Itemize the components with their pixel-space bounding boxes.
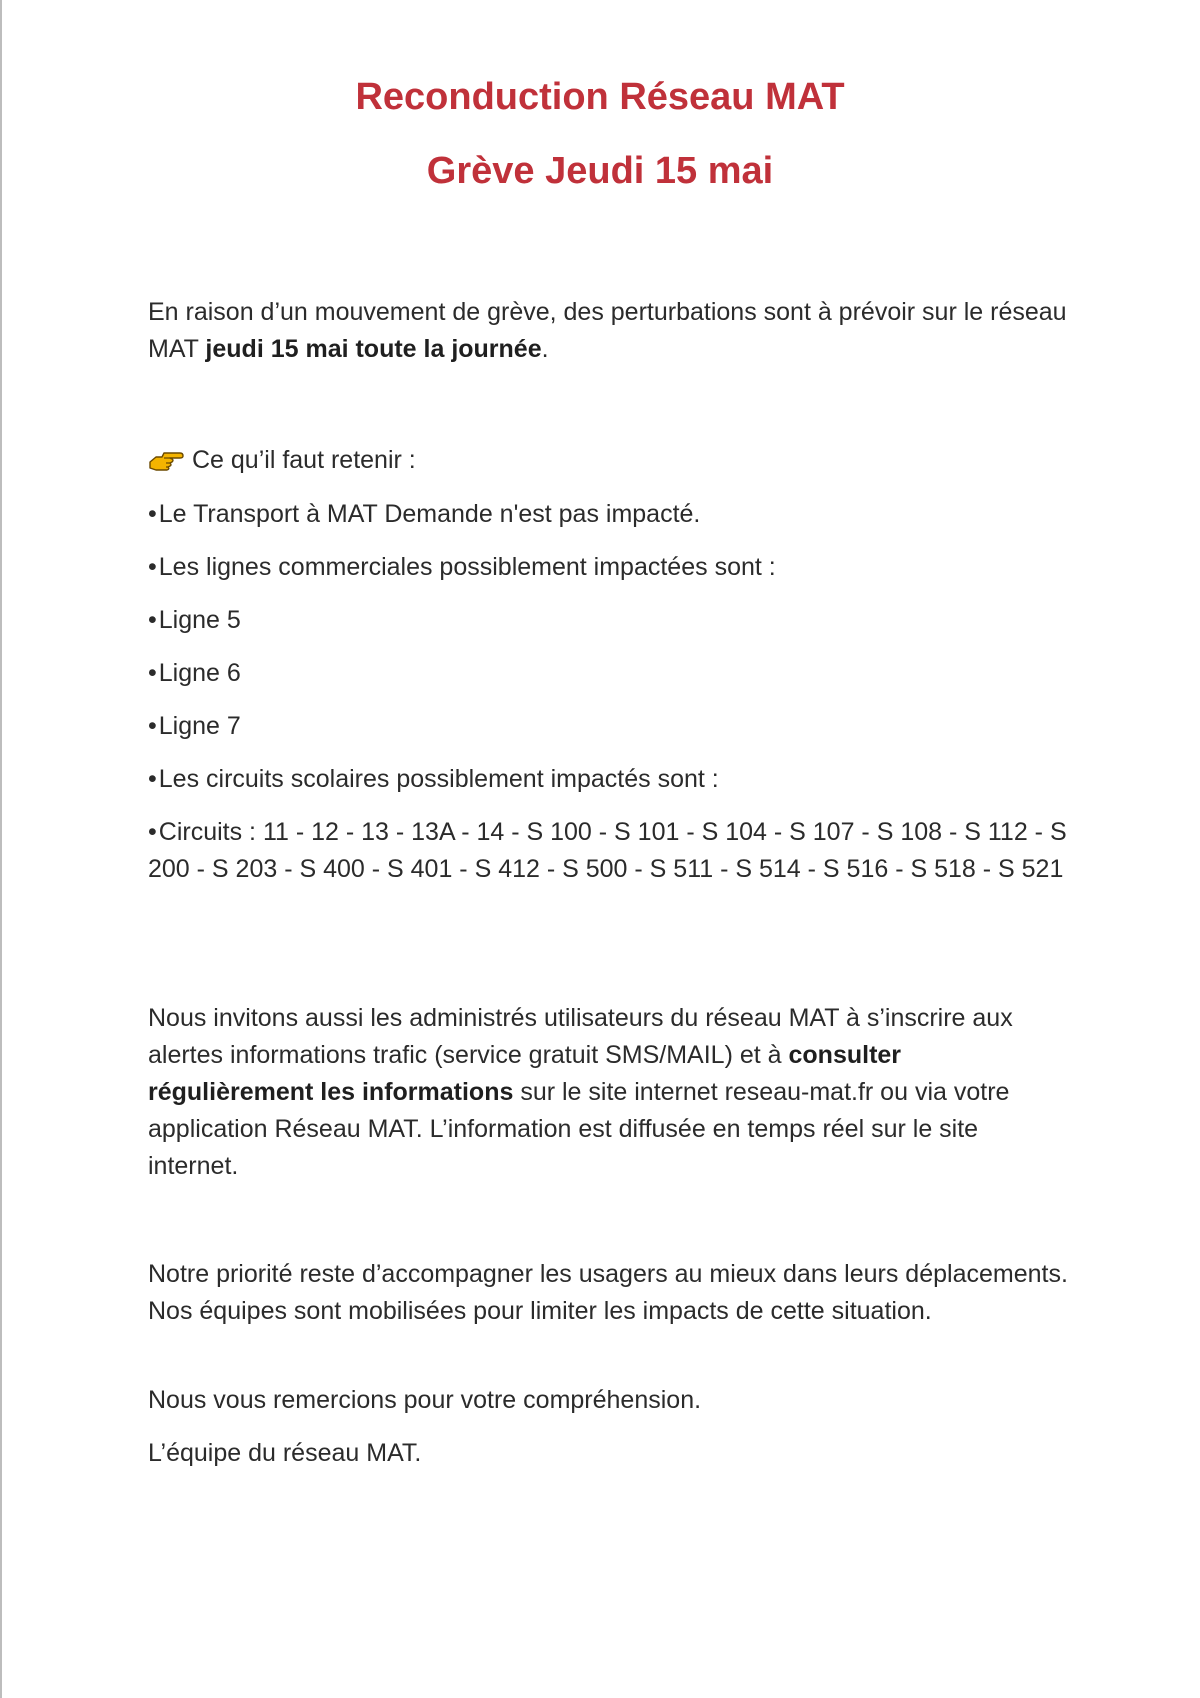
list-item: • Les lignes commerciales possiblement impactées sont :: [148, 549, 1068, 586]
thanks-text: Nous vous remercions pour votre compréhension.: [148, 1386, 702, 1414]
retenir-list: [148, 496, 1068, 904]
page-subtitle: Grève Jeudi 15 mai: [426, 150, 774, 192]
page-left-edge: [0, 0, 2, 1698]
retenir-heading-text: Ce qu’il faut retenir :: [192, 446, 416, 474]
intro-text-end: .: [541, 335, 549, 363]
list-item: • Circuits : 11 - 12 - 13 - 13A - 14 - S 100 - S 101 - S 104 - S 107 - S 108 - S 112 - S 200 - S 203 - S 400 - S 401 - S 412 - S 500 - S 511 - S 514 - S 516 - S 518 - S 521: [148, 814, 1068, 888]
list-item: • Le Transport à MAT Demande n'est pas impacté.: [148, 496, 1068, 533]
list-item: • Les circuits scolaires possiblement impactés sont :: [148, 761, 1068, 798]
list-item: • Ligne 5: [148, 602, 1068, 639]
page-title: Reconduction Réseau MAT: [355, 76, 845, 118]
list-item: • Ligne 6: [148, 655, 1068, 692]
intro-date-highlight: jeudi 15 mai toute la journée: [205, 335, 542, 363]
invite-text-start: Nous invitons aussi les administrés utilisateurs du réseau MAT à s’inscrire aux alertes informations trafic (service gratuit SMS/MAIL) et à: [148, 1004, 1013, 1069]
thanks-paragraph: [148, 1382, 1068, 1419]
invite-text-end: sur le site internet reseau-mat.fr ou via votre application Réseau MAT. L’information est diffusée en temps réel sur le site internet.: [148, 1078, 1010, 1180]
priority-text: Notre priorité reste d’accompagner les usagers au mieux dans leurs déplacements. Nos équipes sont mobilisées pour limiter les impacts de cette situation.: [148, 1260, 1068, 1325]
signature: [148, 1435, 1068, 1472]
signature-text: L’équipe du réseau MAT.: [148, 1439, 422, 1467]
retenir-heading: [148, 442, 416, 479]
intro-paragraph: [148, 294, 1068, 368]
list-item: • Ligne 7: [148, 708, 1068, 745]
intro-text-start: En raison d’un mouvement de grève, des perturbations sont à prévoir sur le réseau MAT: [148, 298, 1067, 363]
invite-paragraph: [148, 1000, 1068, 1185]
invite-highlight: consulter régulièrement les informations: [148, 1041, 902, 1106]
pointing-hand-icon: [148, 448, 184, 474]
priority-paragraph: [148, 1256, 1068, 1330]
